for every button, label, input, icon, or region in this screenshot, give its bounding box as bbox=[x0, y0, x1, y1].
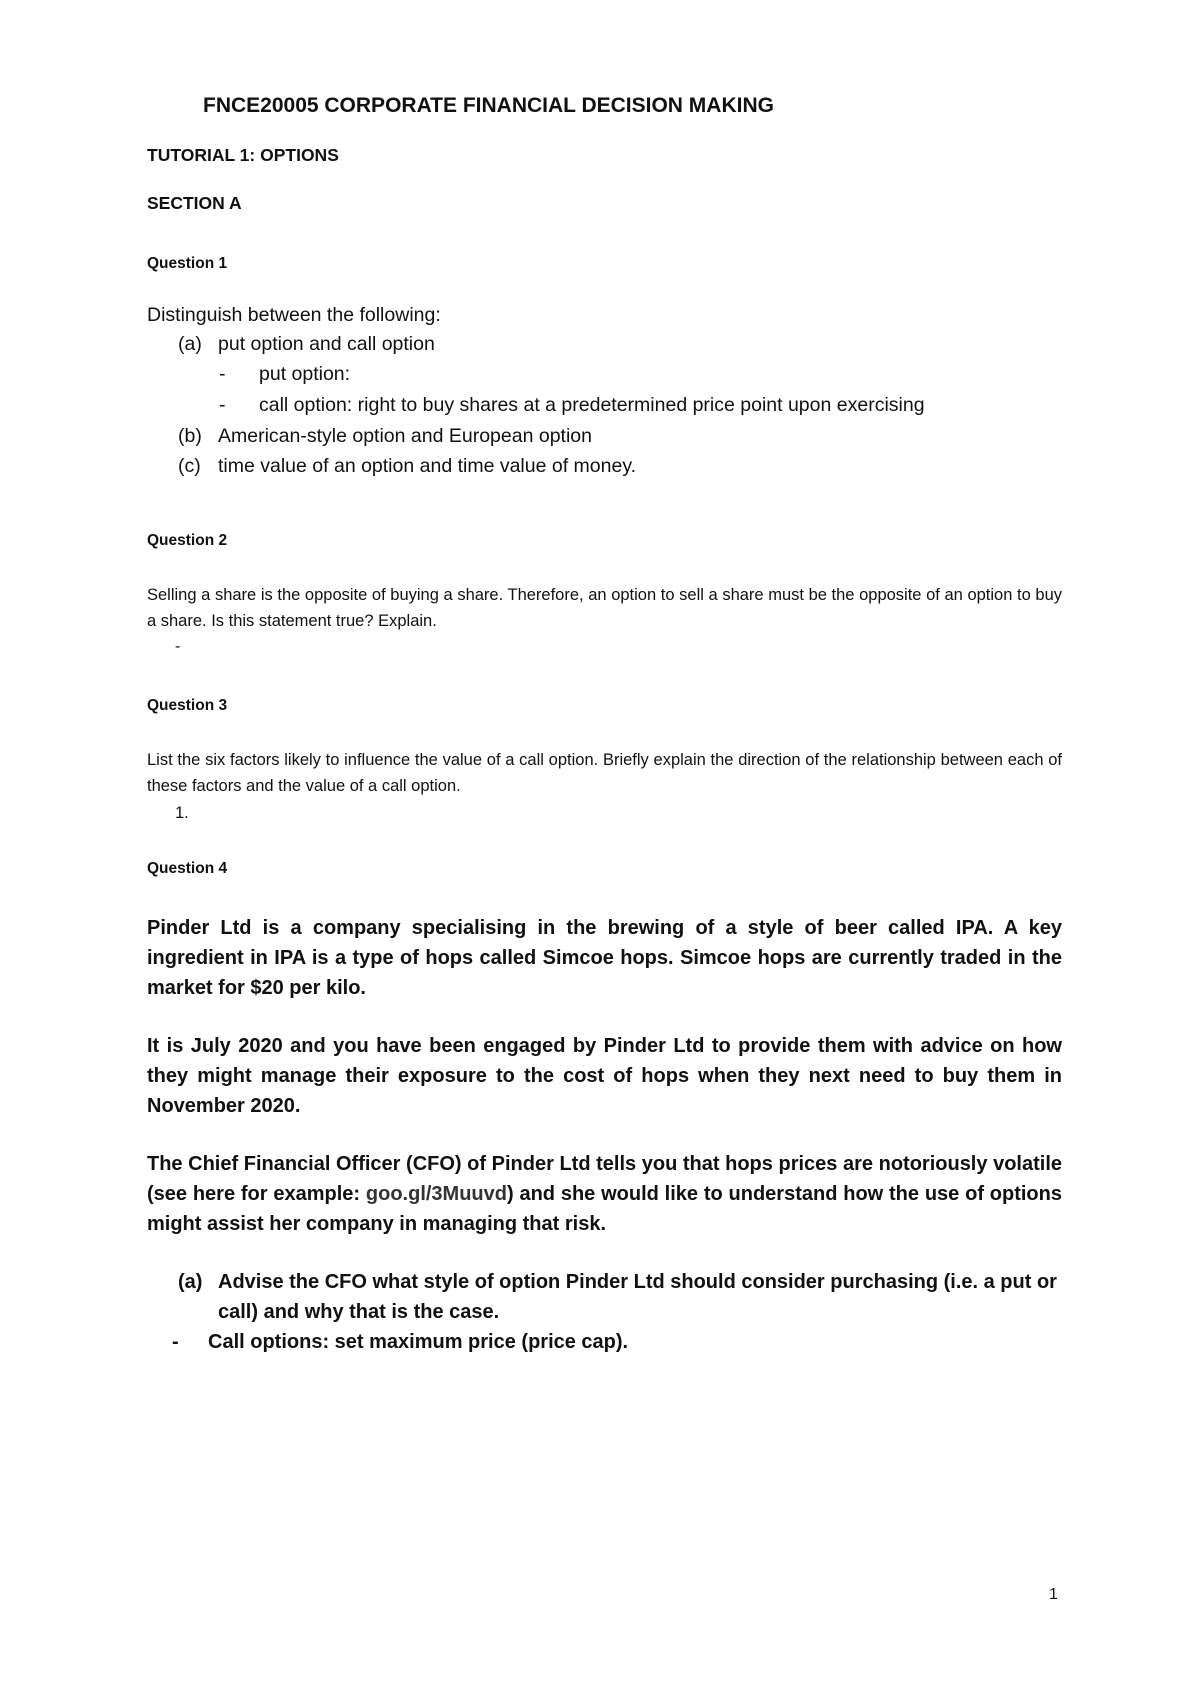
question-4-heading: Question 4 bbox=[147, 860, 228, 877]
item-label: (a) bbox=[178, 1271, 203, 1293]
question-4-item-a bbox=[178, 1267, 1062, 1327]
item-text: put option and call option bbox=[218, 333, 435, 355]
paragraph-text: ) and she would like to understand how the use of options might assist her company in managing that risk. bbox=[147, 1183, 1062, 1235]
question-4-paragraph-1: Pinder Ltd is a company specialising in the brewing of a style of beer called IPA. A key ingredient in IPA is a type of hops called Simcoe hops. Simcoe hops are currently traded in the market for $20 per kilo. bbox=[147, 917, 1062, 999]
note-dash: - bbox=[219, 394, 226, 416]
question-2-note: - bbox=[175, 638, 181, 655]
question-1-item-a bbox=[178, 329, 435, 359]
question-1-intro: Distinguish between the following: bbox=[147, 304, 441, 326]
section-heading: SECTION A bbox=[147, 193, 242, 213]
note-dash: - bbox=[219, 363, 226, 385]
question-1-note bbox=[219, 359, 350, 389]
item-label: (a) bbox=[178, 333, 202, 355]
item-text: American-style option and European option bbox=[218, 425, 592, 447]
question-3-text: List the six factors likely to influence the value of a call option. Briefly explain the direction of the relationship between each of these factors and the value of a call option. bbox=[147, 751, 1062, 795]
question-2-heading: Question 2 bbox=[147, 532, 228, 549]
question-1-heading: Question 1 bbox=[147, 255, 228, 272]
item-text: Advise the CFO what style of option Pinder Ltd should consider purchasing (i.e. a put or call) and why that is the case. bbox=[218, 1271, 1057, 1323]
question-3-note: 1. bbox=[175, 804, 189, 822]
tutorial-heading: TUTORIAL 1: OPTIONS bbox=[147, 145, 339, 165]
document-title: FNCE20005 CORPORATE FINANCIAL DECISION MAKING bbox=[203, 94, 774, 117]
question-3-heading: Question 3 bbox=[147, 697, 228, 714]
item-label: (c) bbox=[178, 455, 201, 477]
item-label: (b) bbox=[178, 425, 202, 447]
question-1-note bbox=[219, 390, 925, 420]
item-text: time value of an option and time value of money. bbox=[218, 455, 637, 477]
example-link[interactable]: goo.gl/3Muuvd bbox=[365, 1183, 507, 1205]
question-4-paragraph-2: It is July 2020 and you have been engaged by Pinder Ltd to provide them with advice on how they might manage their exposure to the cost of hops when they next need to buy them in November 2020. bbox=[147, 1035, 1062, 1117]
note-text: Call options: set maximum price (price cap). bbox=[208, 1331, 629, 1353]
note-text: call option: right to buy shares at a predetermined price point upon exercising bbox=[259, 394, 925, 416]
question-2-text: Selling a share is the opposite of buying a share. Therefore, an option to sell a share must be the opposite of an option to buy a share. Is this statement true? Explain. bbox=[147, 586, 1062, 630]
question-1-item-c bbox=[178, 451, 636, 481]
question-1-item-b bbox=[178, 421, 592, 451]
question-4-note bbox=[172, 1327, 628, 1357]
paragraph-text: The Chief Financial Officer (CFO) of Pinder Ltd tells you that hops prices are notoriously volatile (see here for example: bbox=[147, 1153, 1062, 1205]
note-text: put option: bbox=[259, 363, 351, 385]
note-dash: - bbox=[172, 1331, 179, 1353]
page-number: 1 bbox=[1049, 1586, 1058, 1603]
question-4-paragraph-3 bbox=[147, 1149, 1062, 1239]
